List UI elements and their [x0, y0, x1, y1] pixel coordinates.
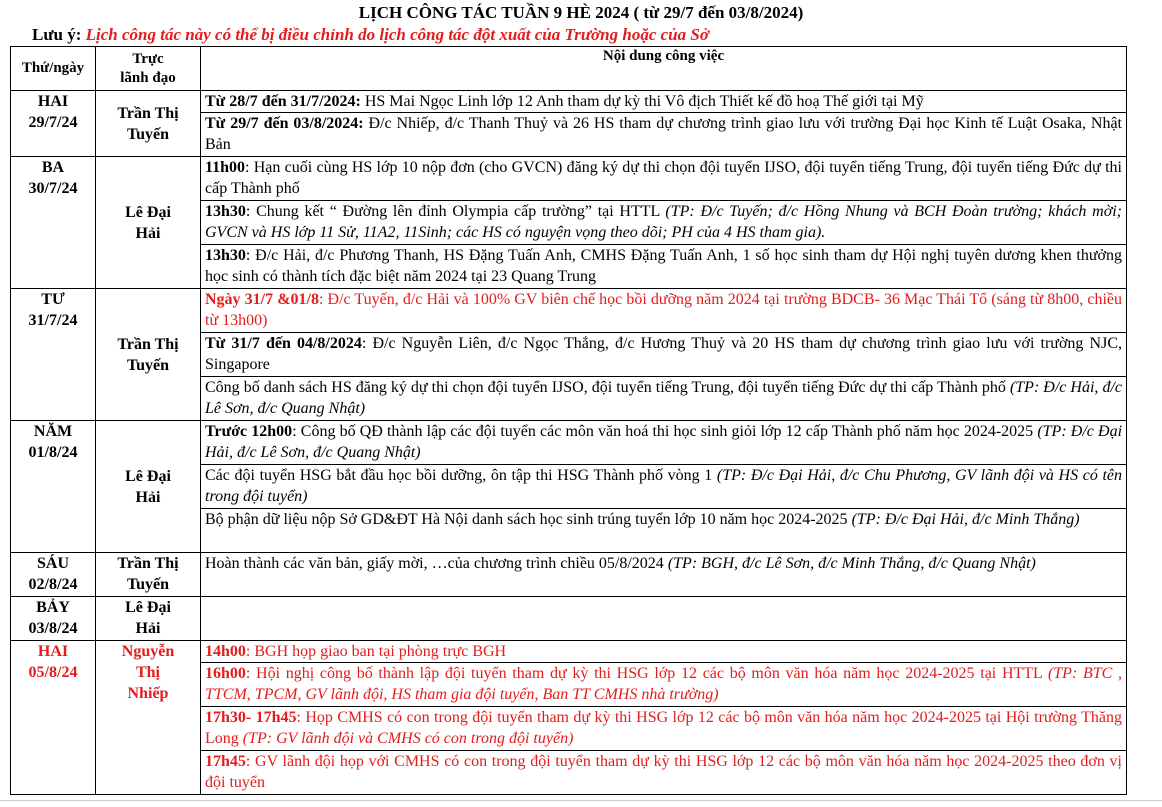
day-cell	[11, 421, 96, 553]
day-cell	[11, 91, 96, 157]
task-cell	[201, 333, 1127, 377]
leader-name: Lê Đại	[125, 467, 171, 485]
task-time: 17h30- 17h45	[205, 709, 297, 726]
task-cell	[201, 157, 1127, 201]
task-participants: (TP: Đ/c Đại Hải, đ/c Chu Phương, GV lãnh đội và HS có tên trong đội tuyển)	[205, 467, 1123, 505]
table-row	[11, 157, 1127, 201]
task-cell	[201, 465, 1127, 509]
task-text: Công bố danh sách HS đăng ký dự thi chọn đội tuyển IJSO, đội tuyển tiếng Trung, đội tuyển tiếng Đức dự thi cấp Thành phố	[205, 379, 1010, 396]
task-cell	[201, 509, 1127, 553]
leader-name: Trần Thị	[117, 555, 179, 572]
task-text: : Họp CMHS có con trong đội tuyển tham dự kỳ thi HSG lớp 12 các bộ môn văn hóa năm học 2024-2025 tại Hội trường Thăng Long	[205, 709, 1123, 747]
day-date: 02/8/24	[28, 576, 78, 593]
day-date: 05/8/24	[28, 664, 78, 681]
task-time: 14h00	[205, 643, 246, 660]
day-cell	[11, 553, 96, 597]
leader-cell	[96, 597, 201, 641]
task-cell	[201, 751, 1127, 795]
leader-cell	[96, 91, 201, 157]
task-text: : Công bố QĐ thành lập các đội tuyển các môn văn hoá thi học sinh giỏi lớp 12 cấp Thành phố năm học 2024-2025	[292, 423, 1038, 440]
task-text: : Hạn cuối cùng HS lớp 10 nộp đơn (cho GVCN) đăng ký dự thi chọn đội tuyển IJSO, đội tuyển tiếng Trung, đội tuyển tiếng Đức dự thi cấp Thành phố	[205, 159, 1122, 197]
task-time: 16h00	[205, 665, 246, 682]
leader-name: Lê Đại	[125, 203, 171, 221]
leader-cell	[96, 157, 201, 289]
task-text: Đ/c Nhiếp, đ/c Thanh Thuỷ và 26 HS tham dự chương trình giao lưu với trường Đại học Kinh tế Luật Osaka, Nhật Bản	[205, 115, 1122, 153]
table-row	[11, 597, 1127, 641]
day-cell	[11, 289, 96, 421]
task-participants: (TP: Đ/c Đại Hải, đ/c Lê Sơn, đ/c Quang Nhật)	[205, 423, 1123, 461]
task-text: HS Mai Ngọc Linh lớp 12 Anh tham dự kỳ thi Vô địch Thiết kế đồ hoạ Thế giới tại Mỹ	[360, 93, 924, 110]
task-cell	[201, 641, 1127, 663]
day-name: TƯ	[41, 291, 65, 308]
day-date: 29/7/24	[28, 114, 78, 131]
task-time: Từ 29/7 đến 03/8/2024:	[205, 115, 364, 132]
leader-name: Trần Thị	[117, 104, 179, 122]
table-row	[11, 91, 1127, 113]
day-date: 31/7/24	[28, 312, 78, 329]
leader-name: Tuyến	[126, 125, 170, 143]
note	[32, 25, 709, 45]
task-cell	[201, 377, 1127, 421]
day-name: NĂM	[33, 423, 73, 440]
task-text: : BGH họp giao ban tại phòng trực BGH	[245, 643, 507, 660]
task-cell	[201, 421, 1127, 465]
table-row	[11, 553, 1127, 597]
task-time: 13h30	[205, 247, 246, 264]
task-text: : Đ/c Nguyễn Liên, đ/c Ngọc Thắng, đ/c Hương Thuỷ và 20 HS tham dự chương trình giao lưu với trường NJC, Singapore	[205, 335, 1122, 373]
task-text: Hoàn thành các văn bản, giấy mời, …của chương trình chiều 05/8/2024	[205, 555, 668, 572]
page-bottom-edge	[0, 800, 1162, 801]
leader-name: Trần Thị	[117, 335, 179, 353]
task-text: : Hội nghị công bố thành lập đội tuyển tham dự kỳ thi HSG lớp 12 các bộ môn văn hóa năm học 2024-2025 tại HTTL	[245, 665, 1048, 682]
task-text: : Đ/c Hải, đ/c Phương Thanh, HS Đặng Tuấn Anh, CMHS Đặng Tuấn Anh, 1 số học sinh tham dự Hội nghị tuyên dương khen thưởng học sinh có thành tích đặc biệt năm 2024 tại 23 Quang Trung	[205, 247, 1122, 285]
task-time: 13h30	[205, 203, 246, 220]
leader-name: Hải	[135, 620, 161, 637]
header-leader: Trực lãnh đạo	[96, 47, 201, 91]
schedule-body	[11, 91, 1127, 795]
day-cell	[11, 641, 96, 795]
day-cell	[11, 157, 96, 289]
day-name: HAI	[37, 643, 69, 660]
task-time: 17h45	[205, 753, 246, 770]
task-cell	[201, 663, 1127, 707]
task-participants: (TP: Đ/c Tuyến; đ/c Hồng Nhung và BCH Đoàn trường; khách mời; GVCN và HS lớp 11 Sử, 11A2, 11Sinh; các HS có nguyện vọng theo dõi; PH của 4 HS tham gia).	[205, 203, 1123, 241]
table-row	[11, 289, 1127, 333]
task-cell	[201, 597, 1127, 641]
task-text: Bộ phận dữ liệu nộp Sở GD&ĐT Hà Nội danh sách học sinh trúng tuyển lớp 10 năm học 2024-2025	[205, 511, 852, 528]
header-content: Nội dung công việc	[201, 47, 1127, 91]
task-time: Từ 28/7 đến 31/7/2024:	[205, 93, 361, 110]
task-time: Trước 12h00	[205, 423, 293, 440]
task-text: : Chung kết “ Đường lên đỉnh Olympia cấp trường” tại HTTL	[245, 203, 666, 220]
day-name: BẢY	[36, 599, 70, 616]
task-text: Các đội tuyển HSG bắt đầu học bồi dưỡng, ôn tập thi HSG Thành phố vòng 1	[205, 467, 717, 484]
task-cell	[201, 245, 1127, 289]
task-text: : Đ/c Tuyến, đ/c Hải và 100% GV biên chế học bồi dưỡng năm 2024 tại trường BDCB- 36 Mạc Thái Tổ (sáng từ 8h00, chiều từ 13h00)	[205, 291, 1122, 329]
task-participants: (TP: GV lãnh đội và CMHS có con trong đội tuyển)	[242, 730, 574, 747]
day-cell	[11, 597, 96, 641]
leader-name: Thị	[135, 664, 160, 681]
header-day: Thứ/ngày	[11, 47, 96, 91]
leader-name: Tuyến	[126, 576, 170, 593]
task-cell	[201, 553, 1127, 597]
day-date: 01/8/24	[28, 444, 78, 461]
task-participants: (TP: Đ/c Hải, đ/c Lê Sơn, đ/c Quang Nhật)	[205, 379, 1122, 417]
leader-cell	[96, 289, 201, 421]
day-name: SÁU	[36, 555, 69, 572]
table-row	[11, 421, 1127, 465]
schedule-table	[10, 46, 1127, 795]
note-label: Lưu ý:	[32, 25, 82, 44]
day-date: 03/8/24	[28, 620, 78, 637]
leader-name: Hải	[135, 224, 161, 242]
leader-cell	[96, 553, 201, 597]
day-name: HAI	[37, 93, 69, 110]
page-title: LỊCH CÔNG TÁC TUẦN 9 HÈ 2024 ( từ 29/7 đến 03/8/2024)	[358, 3, 804, 22]
task-cell	[201, 289, 1127, 333]
day-name: BA	[41, 159, 65, 176]
task-cell	[201, 113, 1127, 157]
task-time: Từ 31/7 đến 04/8/2024	[205, 335, 362, 352]
leader-cell	[96, 641, 201, 795]
leader-name: Tuyến	[126, 356, 170, 374]
task-cell	[201, 707, 1127, 751]
day-date: 30/7/24	[28, 180, 78, 197]
task-text: : GV lãnh đội họp với CMHS có con trong đội tuyển tham dự kỳ thi HSG lớp 12 các bộ môn văn hóa năm học 2024-2025 theo đơn vị đội tuyển	[205, 753, 1122, 791]
leader-name: Hải	[135, 488, 161, 506]
leader-name: Lê Đại	[125, 599, 171, 616]
leader-cell	[96, 421, 201, 553]
task-cell	[201, 201, 1127, 245]
note-text: Lịch công tác này có thể bị điều chỉnh do lịch công tác đột xuất của Trường hoặc của Sở	[85, 25, 709, 44]
task-time: 11h00	[205, 159, 246, 176]
table-row	[11, 641, 1127, 663]
leader-name: Nhiếp	[127, 685, 169, 702]
task-participants: (TP: Đ/c Đại Hải, đ/c Minh Thắng)	[851, 511, 1080, 528]
task-time: Ngày 31/7 &01/8	[205, 291, 319, 308]
task-cell	[201, 91, 1127, 113]
task-participants: (TP: BGH, đ/c Lê Sơn, đ/c Minh Thắng, đ/c Quang Nhật)	[667, 555, 1036, 572]
task-participants: (TP: BTC , TTCM, TPCM, GV lãnh đội, HS tham gia đội tuyển, Ban TT CMHS nhà trường)	[205, 665, 1123, 703]
leader-name: Nguyễn	[121, 643, 175, 660]
